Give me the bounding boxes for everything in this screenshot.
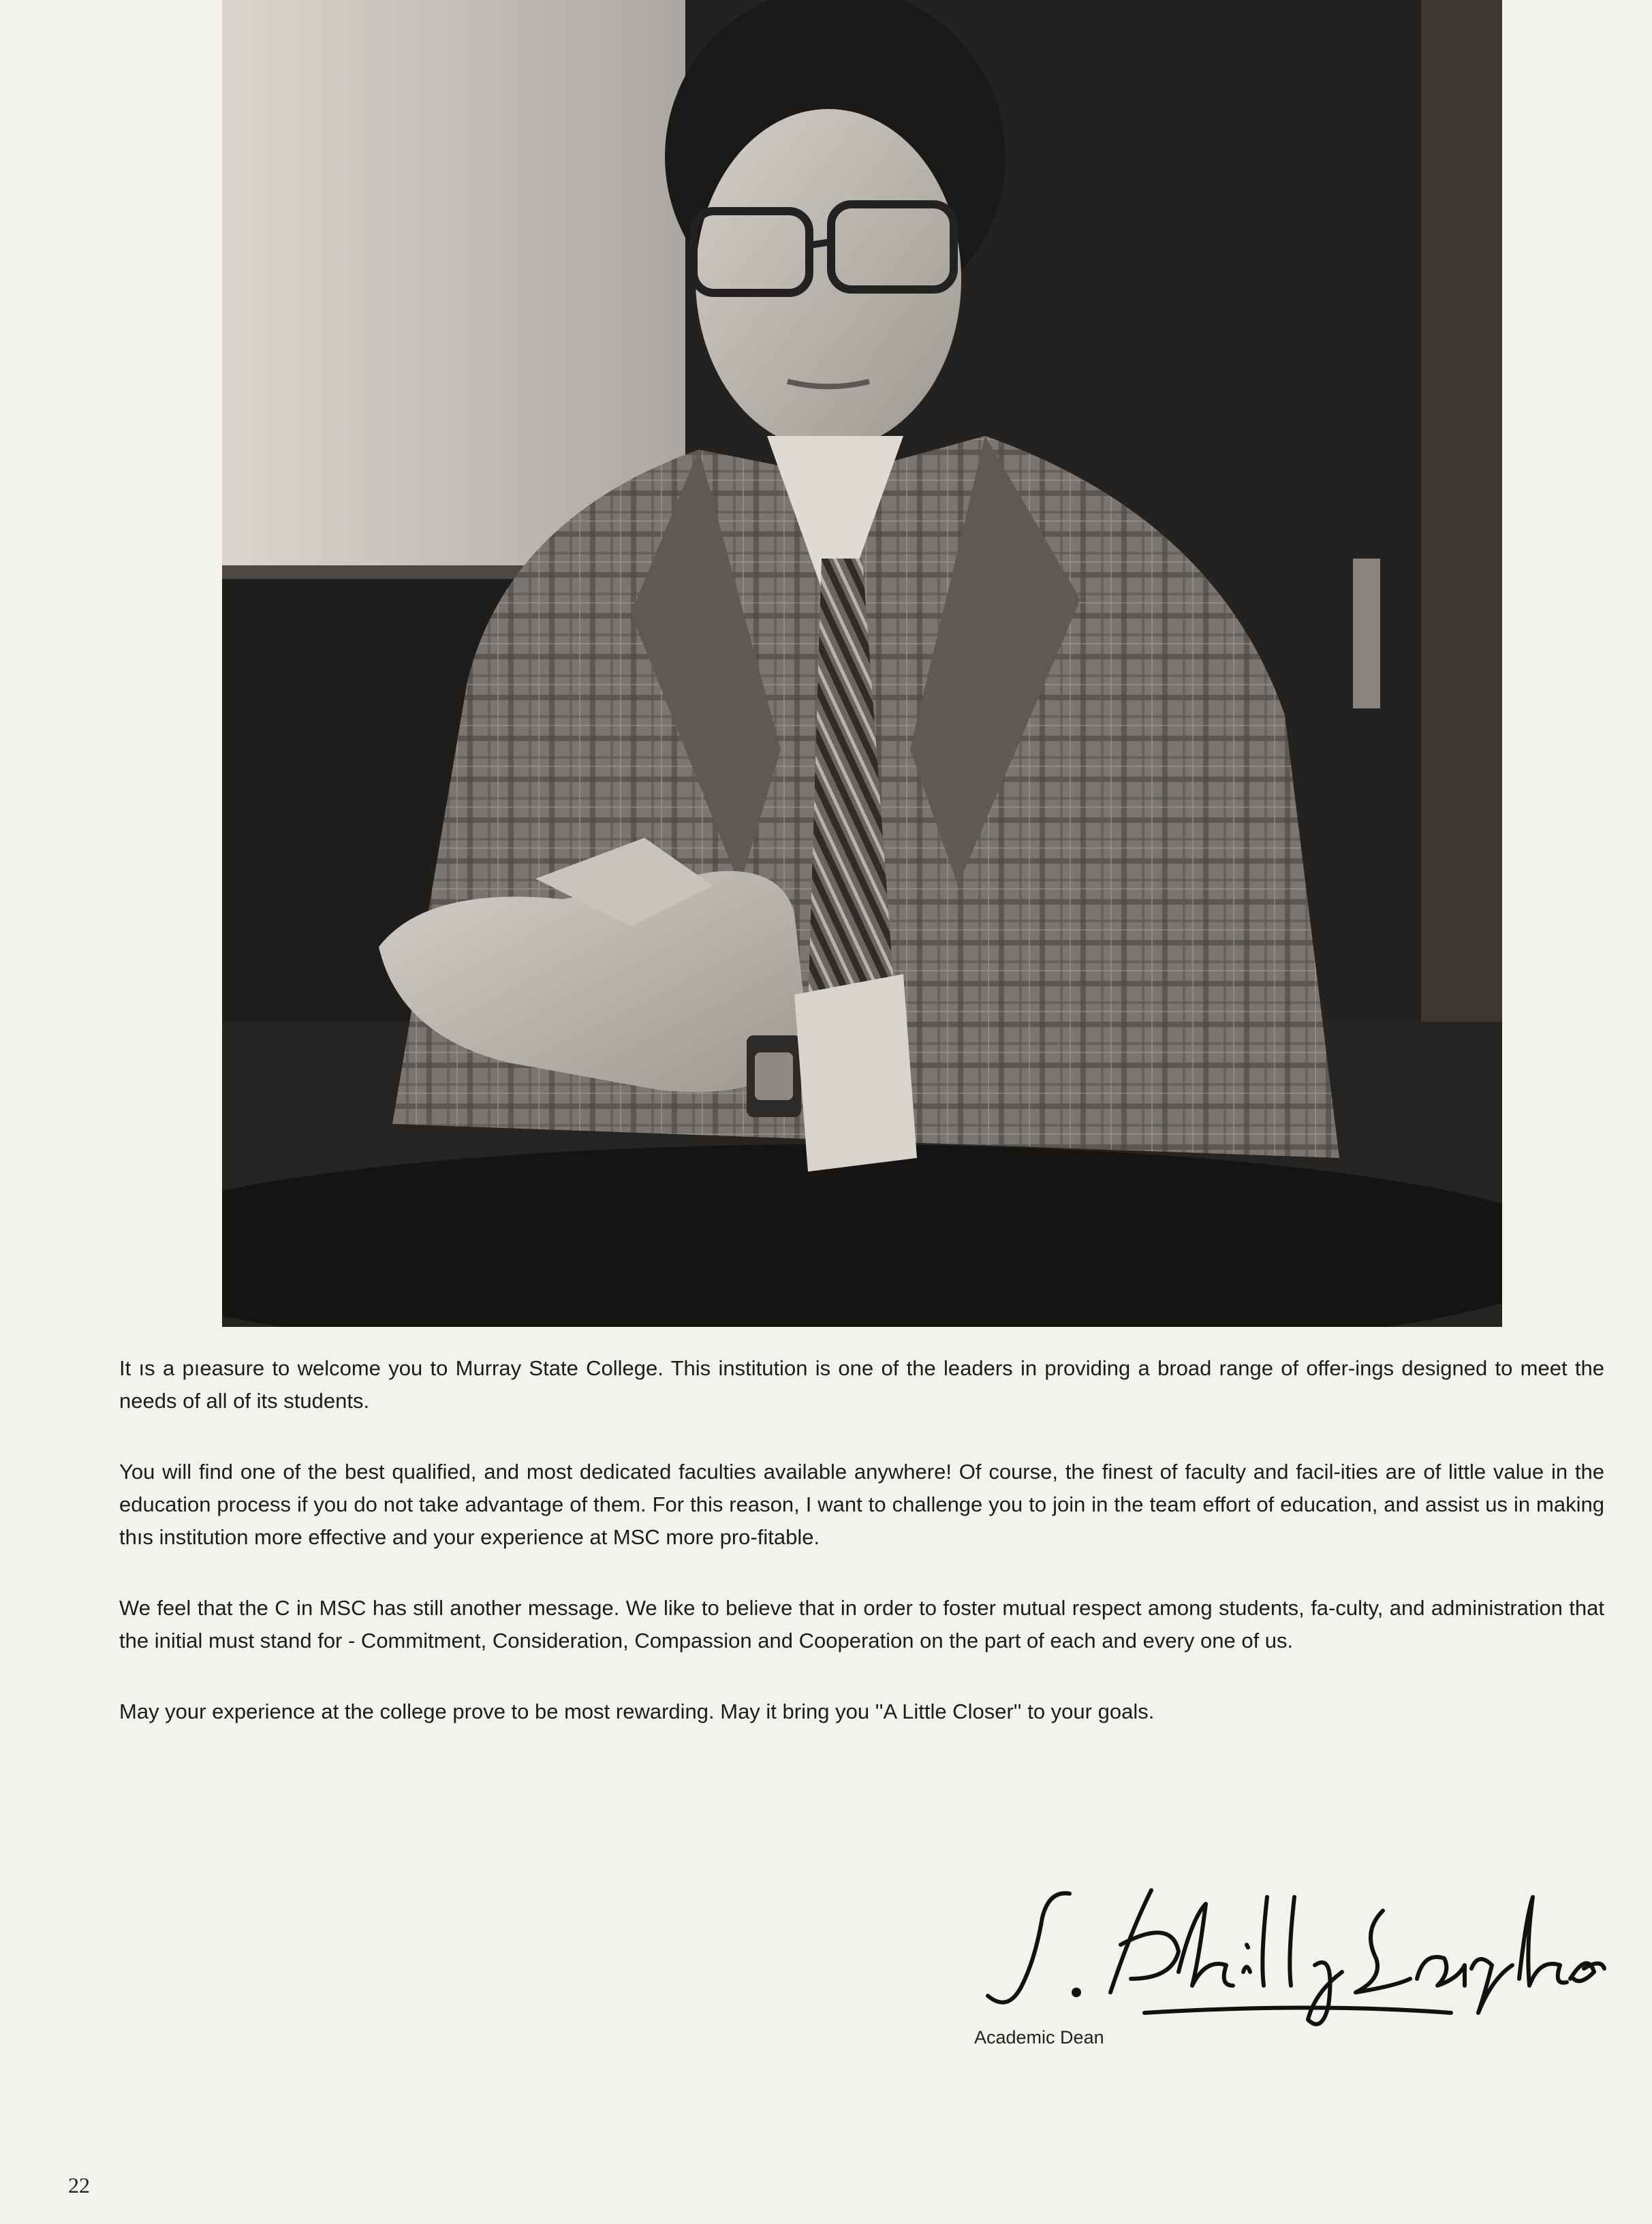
welcome-letter	[119, 1352, 1604, 1766]
signature-title: Academic Dean	[974, 2027, 1104, 2048]
letter-paragraph-3: We feel that the C in MSC has still another message. We like to believe that in order to foster mutual respect among students, fa-culty, and administration that the initial must stand for - Commitment, Consideration, Compassion and Cooperation on the part of each and every one of us.	[119, 1596, 1604, 1653]
letter-paragraph-4: May your experience at the college prove to be most rewarding. May it bring you ''A Little Closer'' to your goals.	[119, 1700, 1155, 1723]
handwritten-signature	[974, 1877, 1608, 2033]
portrait-illustration	[222, 0, 1502, 1327]
page-number: 22	[68, 2173, 90, 2197]
signature-scrawl	[974, 1877, 1608, 2033]
portrait-photo	[222, 0, 1502, 1327]
letter-paragraph-1: It ıs a pıeasure to welcome you to Murray State College. This institution is one of the leaders in providing a broad range of offer-ings designed to meet the needs of all of its students.	[119, 1356, 1604, 1413]
letter-paragraph-2: You will find one of the best qualified, and most dedicated faculties available anywhere! Of course, the finest of faculty and facil-ities are of little value in the education process if you do not take advantage of them. For this reason, I want to challenge you to join in the team effort of education, and assist us in making thıs institution more effective and your experience at MSC more pro-fitable.	[119, 1460, 1604, 1549]
